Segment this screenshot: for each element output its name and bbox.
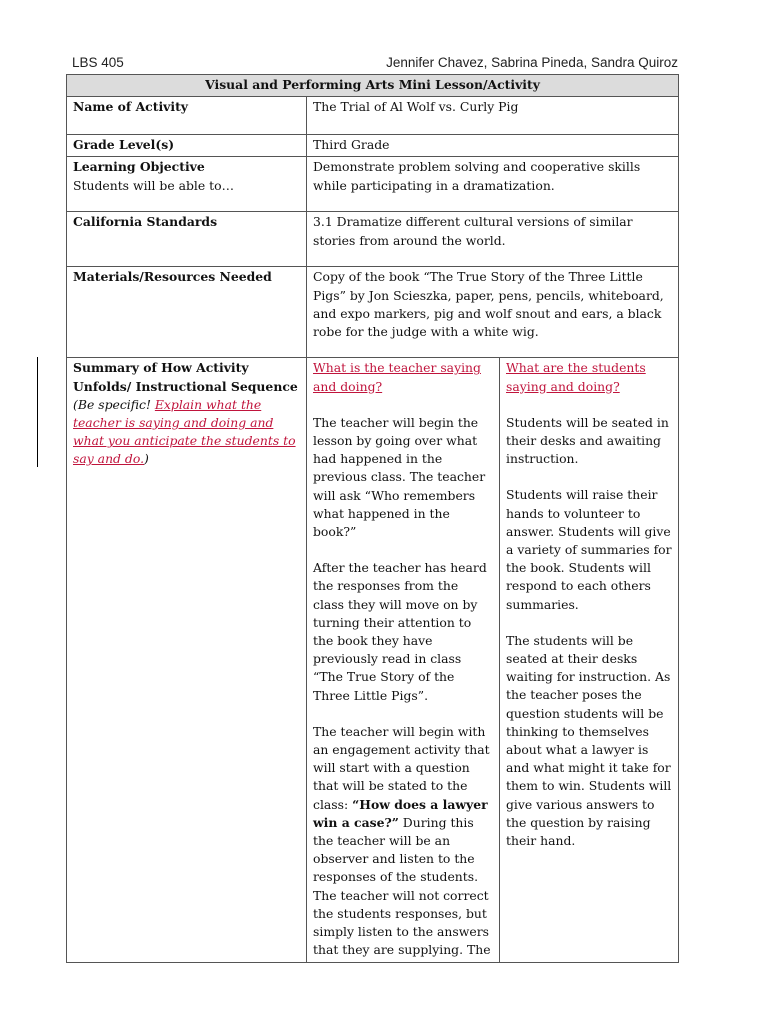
table-row [67, 212, 679, 267]
table-title: Visual and Performing Arts Mini Lesson/Activity [67, 75, 679, 97]
table-title-row [67, 75, 679, 97]
summary-note [73, 396, 300, 469]
standards-value: 3.1 Dramatize different cultural versions of similar stories from around the world. [307, 212, 679, 267]
teacher-column-header: What is the teacher saying and doing? [313, 360, 481, 394]
teacher-paragraph-3-end: During this the teacher will be an observer and listen to the responses of the students. The teacher will not correct the students responses, but simply listen to the answers that they are supplying. The [313, 814, 491, 958]
margin-change-bar [37, 357, 38, 467]
objective-label-cell [67, 157, 307, 212]
objective-sublabel: Students will be able to… [73, 177, 234, 193]
summary-label: Summary of How Activity Unfolds/ Instructional Sequence [73, 360, 298, 394]
materials-value: Copy of the book “The True Story of the Three Little Pigs” by Jon Scieszka, paper, pens, pencils, whiteboard, and expo markers, pig and wolf snout and ears, a black robe for the judge with a white wig. [307, 267, 679, 358]
materials-label: Materials/Resources Needed [67, 267, 307, 358]
authors: Jennifer Chavez, Sabrina Pineda, Sandra Quiroz [386, 55, 678, 70]
teacher-column [307, 358, 500, 962]
summary-note-close: ) [144, 451, 149, 467]
students-paragraph-1: Students will be seated in their desks and awaiting instruction. [506, 414, 669, 467]
activity-label: Name of Activity [67, 97, 307, 135]
activity-value: The Trial of Al Wolf vs. Curly Pig [307, 97, 679, 135]
objective-value: Demonstrate problem solving and cooperative skills while participating in a dramatization. [307, 157, 679, 212]
table-row [67, 267, 679, 358]
objective-label: Learning Objective [73, 159, 205, 175]
teacher-paragraph-2: After the teacher has heard the responses from the class they will move on by turning their attention to the book they have previously read in class “The True Story of the Three Little Pigs”. [313, 560, 487, 703]
summary-label-cell [67, 358, 307, 962]
students-paragraph-3: The students will be seated at their desks waiting for instruction. As the teacher poses the question students will be thinking to themselves about what a lawyer is and what might it take for them to win. Students will give various answers to the question by raising their hand. [506, 632, 672, 849]
course-code: LBS 405 [72, 55, 124, 70]
standards-label: California Standards [67, 212, 307, 267]
teacher-paragraph-1: The teacher will begin the lesson by going over what had happened in the previous class. The teacher will ask “Who remembers what happened in the book?” [313, 414, 486, 540]
students-paragraph-2: Students will raise their hands to volunteer to answer. Students will give a variety of summaries for the book. Students will respond to each others summaries. [506, 487, 672, 612]
summary-note-red: Explain what the teacher is saying and doing and what you anticipate the students to say and do. [73, 396, 296, 467]
students-column [500, 358, 679, 962]
lesson-plan-table [66, 74, 679, 963]
grade-value: Third Grade [307, 135, 679, 157]
students-column-header: What are the students saying and doing? [506, 360, 646, 394]
grade-label: Grade Level(s) [67, 135, 307, 157]
summary-note-italic: (Be specific! [73, 396, 155, 412]
table-row [67, 358, 679, 962]
teacher-paragraph-3-start: The teacher will begin with an engagement activity that will start with a question that will be stated to the class: [313, 723, 490, 812]
table-row [67, 97, 679, 135]
table-row [67, 135, 679, 157]
teacher-paragraph-3 [313, 723, 493, 960]
table-row [67, 157, 679, 212]
teacher-question: “How does a lawyer win a case?” [313, 796, 488, 830]
